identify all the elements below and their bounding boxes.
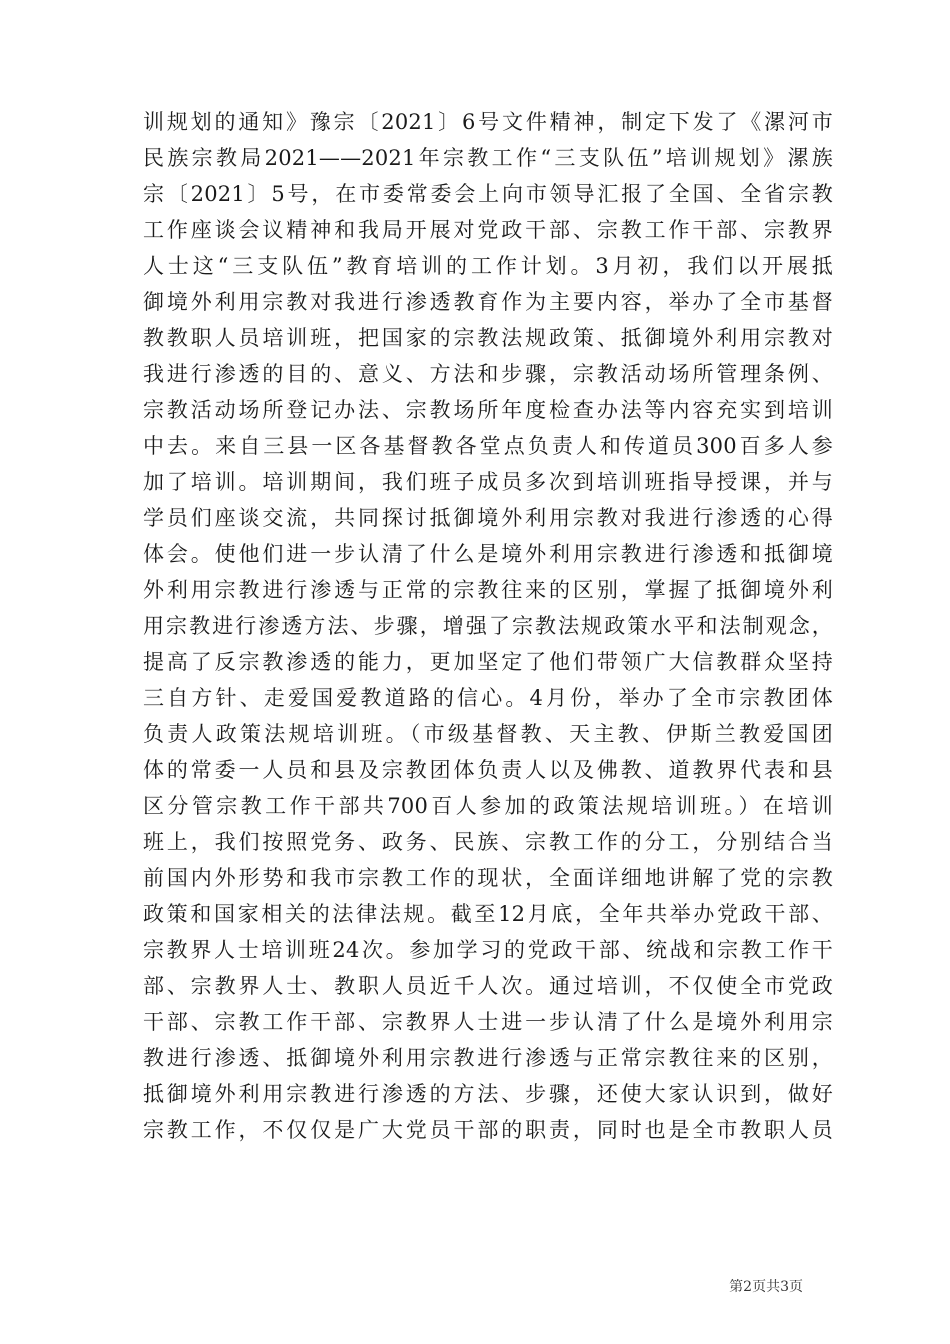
text-line: 宗教工作，不仅仅是广大党员干部的职责，同时也是全市教职人员	[143, 1118, 833, 1142]
text-line: 教教职人员培训班，把国家的宗教法规政策、抵御境外利用宗教对	[143, 326, 833, 350]
text-line: 体的常委一人员和县及宗教团体负责人以及佛教、道教界代表和县	[143, 758, 833, 782]
text-line: 体会。使他们进一步认清了什么是境外利用宗教进行渗透和抵御境	[143, 542, 833, 566]
text-line: 宗教活动场所登记办法、宗教场所年度检查办法等内容充实到培训	[143, 398, 833, 422]
text-line: 学员们座谈交流，共同探讨抵御境外利用宗教对我进行渗透的心得	[143, 506, 833, 530]
text-line: 民族宗教局2021——2021年宗教工作“三支队伍”培训规划》漯族	[143, 146, 833, 170]
text-line: 人士这“三支队伍”教育培训的工作计划。3月初，我们以开展抵	[143, 254, 833, 278]
text-line: 政策和国家相关的法律法规。截至12月底，全年共举办党政干部、	[143, 902, 833, 926]
text-line: 御境外利用宗教对我进行渗透教育作为主要内容，举办了全市基督	[143, 290, 833, 314]
text-line: 干部、宗教工作干部、宗教界人士进一步认清了什么是境外利用宗	[143, 1010, 833, 1034]
page-number: 第2页共3页	[729, 1279, 803, 1295]
text-line: 宗〔2021〕5号，在市委常委会上向市领导汇报了全国、全省宗教	[143, 182, 833, 206]
text-line: 部、宗教界人士、教职人员近千人次。通过培训，不仅使全市党政	[143, 974, 833, 998]
text-line: 用宗教进行渗透方法、步骤，增强了宗教法规政策水平和法制观念，	[143, 614, 833, 638]
text-line: 区分管宗教工作干部共700百人参加的政策法规培训班。）在培训	[143, 794, 833, 818]
text-line: 加了培训。培训期间，我们班子成员多次到培训班指导授课，并与	[143, 470, 833, 494]
text-line: 三自方针、走爱国爱教道路的信心。4月份，举办了全市宗教团体	[143, 686, 833, 710]
text-line: 外利用宗教进行渗透与正常的宗教往来的区别，掌握了抵御境外利	[143, 578, 833, 602]
text-line: 抵御境外利用宗教进行渗透的方法、步骤，还使大家认识到，做好	[143, 1082, 833, 1106]
text-line: 提高了反宗教渗透的能力，更加坚定了他们带领广大信教群众坚持	[143, 650, 833, 674]
text-line: 我进行渗透的目的、意义、方法和步骤，宗教活动场所管理条例、	[143, 362, 833, 386]
text-line: 工作座谈会议精神和我局开展对党政干部、宗教工作干部、宗教界	[143, 218, 833, 242]
text-line: 教进行渗透、抵御境外利用宗教进行渗透与正常宗教往来的区别，	[143, 1046, 833, 1070]
body-text	[143, 104, 833, 1148]
text-line: 负责人政策法规培训班。（市级基督教、天主教、伊斯兰教爱国团	[143, 722, 833, 746]
text-line: 中去。来自三县一区各基督教各堂点负责人和传道员300百多人参	[143, 434, 833, 458]
text-line: 班上，我们按照党务、政务、民族、宗教工作的分工，分别结合当	[143, 830, 833, 854]
text-line: 前国内外形势和我市宗教工作的现状，全面详细地讲解了党的宗教	[143, 866, 833, 890]
text-line: 训规划的通知》豫宗〔2021〕6号文件精神，制定下发了《漯河市	[143, 110, 833, 134]
text-line: 宗教界人士培训班24次。参加学习的党政干部、统战和宗教工作干	[143, 938, 833, 962]
